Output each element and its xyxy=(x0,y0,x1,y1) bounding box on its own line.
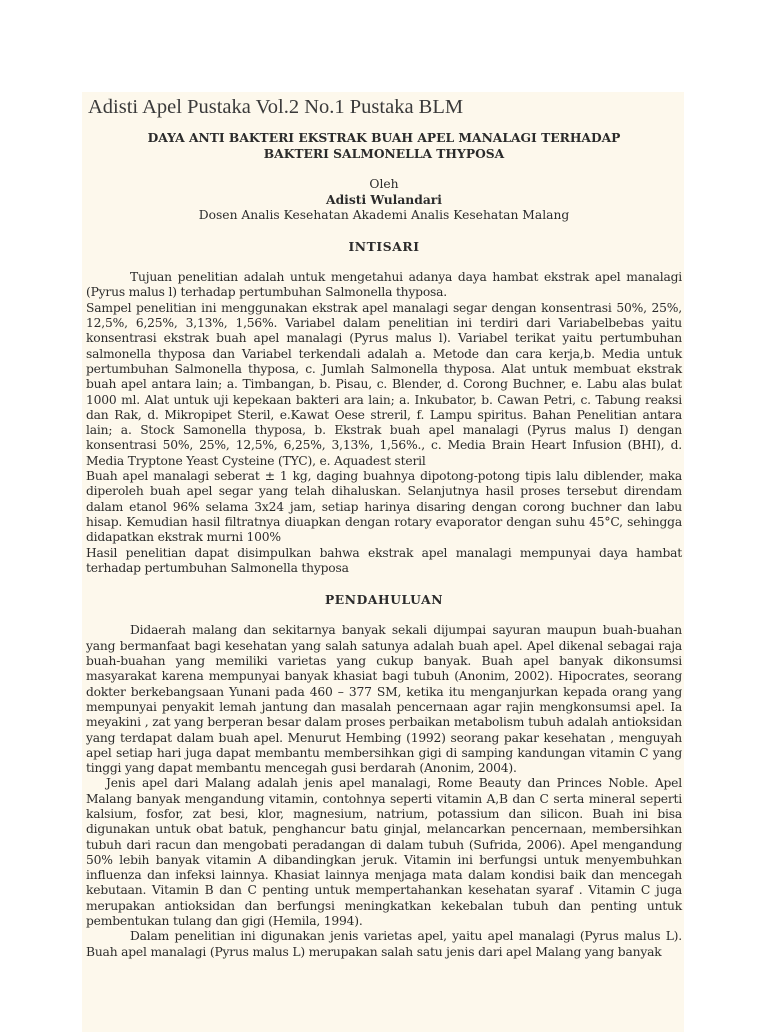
article-title xyxy=(86,130,682,161)
introduction-paragraph: Jenis apel dari Malang adalah jenis apel manalagi, Rome Beauty dan Princes Noble. Apel Malang banyak mengandung vitamin, contohnya seperti vitamin A,B dan C serta mineral seperti kalsium, fosfor, zat besi, klor, magnesium, natrium, potassium dan silicon. Buah ini bisa digunakan untuk obat batuk, penghancur batu ginjal, melancarkan pencernaan, membersihkan tubuh dari racun dan mengobati peradangan di dalam tubuh (Sufrida, 2006). Apel mengandung 50% lebih banyak vitamin A dibandingkan jeruk. Vitamin ini berfungsi untuk menyembuhkan influenza dan infeksi lainnya. Khasiat lainnya menjaga mata dalam kondisi baik dan mencegah kebutaan. Vitamin B dan C penting untuk mempertahankan kesehatan syaraf . Vitamin C juga merupakan antioksidan dan berfungsi meningkatkan kekebalan tubuh dan penting untuk pembentukan tulang dan gigi (Hemila, 1994). xyxy=(86,776,682,929)
journal-title: Adisti Apel Pustaka Vol.2 No.1 Pustaka BLM xyxy=(88,96,464,118)
by-label: Oleh xyxy=(369,177,399,191)
author-name: Adisti Wulandari xyxy=(326,192,442,208)
abstract-paragraph: Sampel penelitian ini menggunakan ekstrak apel manalagi segar dengan konsentrasi 50%, 25%, 12,5%, 6,25%, 3,13%, 1,56%. Variabel dalam penelitian ini terdiri dari Variabelbebas yaitu konsentrasi ekstrak buah apel manalagi (Pyrus malus l). Variabel terikat yaitu pertumbuhan salmonella thyposa dan Variabel terkendali adalah a. Metode dan cara kerja,b. Media untuk pertumbuhan Salmonella thyposa, c. Jumlah Salmonella thyposa. Alat untuk membuat ekstrak buah apel antara lain; a. Timbangan, b. Pisau, c. Blender, d. Corong Buchner, e. Labu alas bulat 1000 ml. Alat untuk uji kepekaan bakteri ara lain; a. Inkubator, b. Cawan Petri, c. Tabung reaksi dan Rak, d. Mikropipet Steril, e.Kawat Oese streril, f. Lampu spiritus. Bahan Penelitian antara lain; a. Stock Samonella thyposa, b. Ekstrak buah apel manalagi (Pyrus malus I) dengan konsentrasi 50%, 25%, 12,5%, 6,25%, 3,13%, 1,56%., c. Media Brain Heart Infusion (BHI), d. Media Tryptone Yeast Cysteine (TYC), e. Aquadest steril xyxy=(86,300,682,468)
abstract-paragraph: Buah apel manalagi seberat ± 1 kg, daging buahnya dipotong-potong tipis lalu diblender, maka diperoleh buah apel segar yang telah dihaluskan. Selanjutnya hasil proses tersebut direndam dalam etanol 96% selama 3x24 jam, setiap harinya disaring dengan corong buchner dan labu hisap. Kemudian hasil filtratnya diuapkan dengan rotary evaporator dengan suhu 45°C, sehingga didapatkan ekstrak murni 100% xyxy=(86,469,682,545)
article-title-line-1: DAYA ANTI BAKTERI EKSTRAK BUAH APEL MANALAGI TERHADAP xyxy=(147,130,621,145)
abstract-heading: INTISARI xyxy=(348,238,420,254)
document-content xyxy=(86,94,682,960)
abstract-paragraph: Hasil penelitian dapat disimpulkan bahwa ekstrak apel manalagi mempunyai daya hambat terhadap pertumbuhan Salmonella thyposa xyxy=(86,545,682,575)
author-block xyxy=(86,177,682,223)
introduction-paragraph: Didaerah malang dan sekitarnya banyak sekali dijumpai sayuran maupun buah-buahan yang bermanfaat bagi kesehatan yang salah satunya adalah buah apel. Apel dikenal sebagai raja buah-buahan yang memiliki varietas yang cukup banyak. Buah apel banyak dikonsumsi masyarakat karena mempunyai banyak khasiat bagi tubuh (Anonim, 2002). Hipocrates, seorang dokter berkebangsaan Yunani pada 460 – 377 SM, ketika itu menganjurkan kepada orang yang mempunyai penyakit lemah jantung dan masalah pencernaan agar rajin mengkonsumsi apel. Ia meyakini , zat yang berperan besar dalam proses perbaikan metabolism tubuh adalah antioksidan yang terdapat dalam buah apel. Menurut Hembing (1992) seorang pakar kesehatan , menguyah apel setiap hari juga dapat membantu membersihkan gigi di samping kandungan vitamin C yang tinggi yang dapat membantu mencegah gusi berdarah (Anonim, 2004). xyxy=(86,623,682,776)
author-affiliation: Dosen Analis Kesehatan Akademi Analis Kesehatan Malang xyxy=(198,207,570,222)
introduction-paragraph: Dalam penelitian ini digunakan jenis varietas apel, yaitu apel manalagi (Pyrus malus L). Buah apel manalagi (Pyrus malus L) merupakan salah satu jenis dari apel Malang yang banyak xyxy=(86,929,682,959)
abstract-paragraph: Tujuan penelitian adalah untuk mengetahui adanya daya hambat ekstrak apel manalagi (Pyrus malus l) terhadap pertumbuhan Salmonella thyposa. xyxy=(86,270,682,300)
introduction-heading: PENDAHULUAN xyxy=(324,592,444,608)
article-title-line-2: BAKTERI SALMONELLA THYPOSA xyxy=(263,145,505,161)
